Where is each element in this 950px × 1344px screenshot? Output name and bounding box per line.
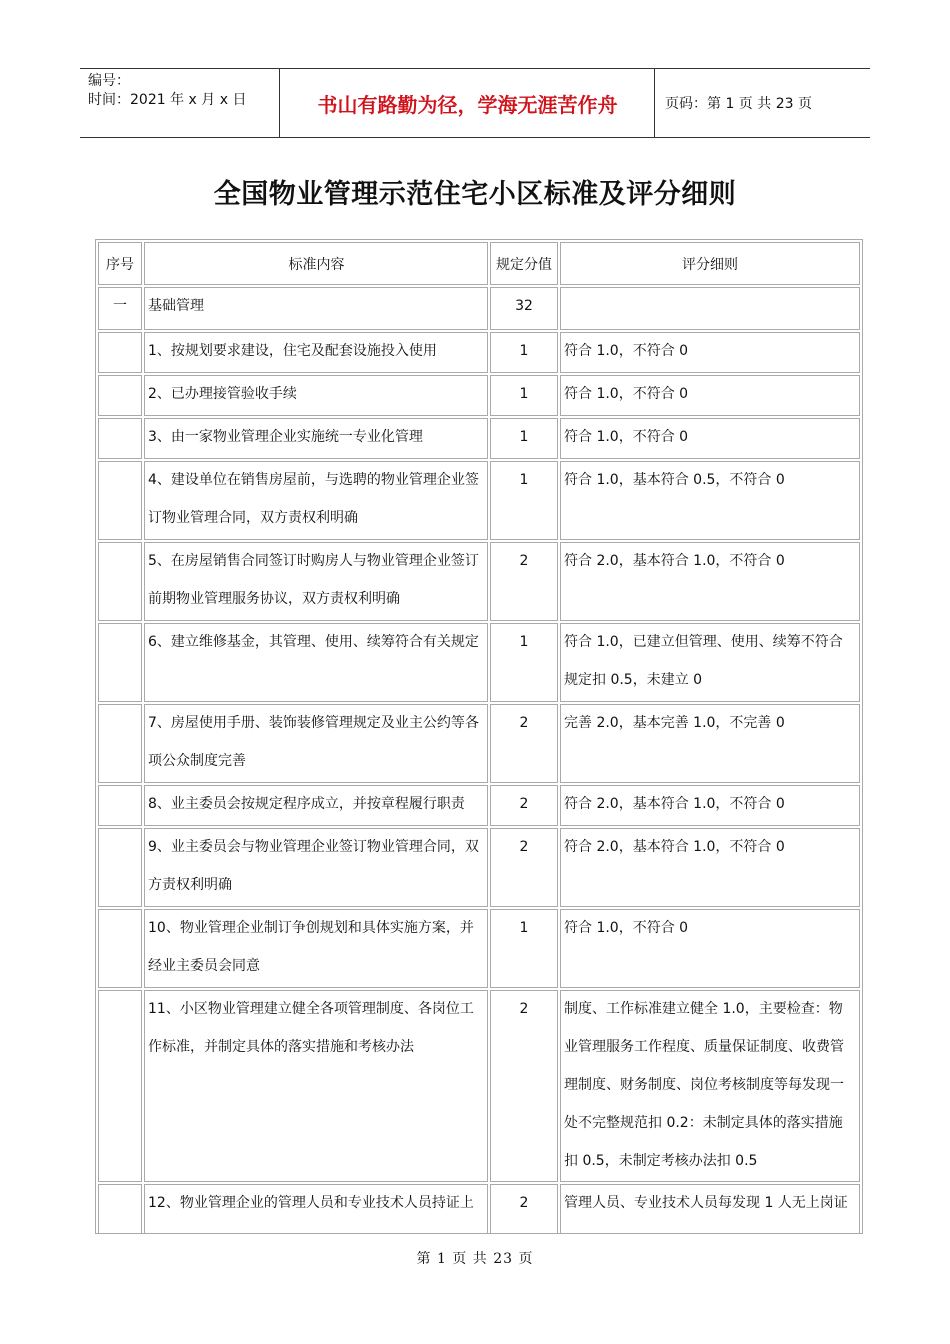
row-score-text: 2 bbox=[519, 1001, 529, 1017]
row-score bbox=[490, 909, 558, 988]
row-detail-text: 符合 1.0，不符合 0 bbox=[564, 429, 689, 445]
row-content-text: 基础管理 bbox=[148, 298, 204, 314]
header-slogan: 书山有路勤为径，学海无涯苦作舟 bbox=[281, 69, 655, 137]
table-header-row bbox=[98, 242, 860, 285]
row-number bbox=[98, 287, 142, 330]
header-meta bbox=[80, 69, 280, 137]
row-score-text: 32 bbox=[515, 298, 533, 314]
row-detail-text: 制度、工作标准建立健全 1.0，主要检查：物业管理服务工作程度、质量保证制度、收费管理制度、财务制度、岗位考核制度等每发现一处不完整规范扣 0.2：未制定具体的落实措施扣 0.5，未制定考核办法扣 0.5 bbox=[564, 1001, 844, 1169]
row-score-text: 2 bbox=[519, 796, 529, 812]
row-detail-text: 符合 1.0，基本符合 0.5，不符合 0 bbox=[564, 472, 785, 488]
row-score bbox=[490, 375, 558, 416]
row-content bbox=[144, 287, 488, 330]
row-content-text: 4、建设单位在销售房屋前，与选聘的物业管理企业签订物业管理合同，双方责权利明确 bbox=[148, 472, 479, 526]
row-detail bbox=[560, 418, 860, 459]
row-detail-text: 管理人员、专业技术人员每发现 1 人无上岗证 bbox=[564, 1195, 848, 1211]
scoring-table bbox=[95, 239, 863, 1234]
row-content bbox=[144, 461, 488, 540]
row-number-text: 一 bbox=[113, 298, 127, 314]
row-score-text: 1 bbox=[519, 429, 529, 445]
row-content-text: 8、业主委员会按规定程序成立，并按章程履行职责 bbox=[148, 796, 465, 812]
table-row bbox=[98, 332, 860, 373]
row-content-text: 6、建立维修基金，其管理、使用、续筹符合有关规定 bbox=[148, 634, 479, 650]
row-detail-text: 符合 2.0，基本符合 1.0，不符合 0 bbox=[564, 839, 785, 855]
row-content bbox=[144, 332, 488, 373]
row-content-text: 7、房屋使用手册、装饰装修管理规定及业主公约等各项公众制度完善 bbox=[148, 715, 479, 769]
row-detail bbox=[560, 542, 860, 621]
row-score-text: 2 bbox=[519, 553, 529, 569]
row-number bbox=[98, 990, 142, 1182]
table-row bbox=[98, 990, 860, 1182]
row-detail-text: 符合 2.0，基本符合 1.0，不符合 0 bbox=[564, 796, 785, 812]
table-row bbox=[98, 461, 860, 540]
row-detail-text: 符合 1.0，已建立但管理、使用、续筹不符合规定扣 0.5，未建立 0 bbox=[564, 634, 843, 688]
table-row bbox=[98, 1184, 860, 1234]
row-detail bbox=[560, 785, 860, 826]
row-number bbox=[98, 704, 142, 783]
row-number bbox=[98, 542, 142, 621]
page-footer: 第 1 页 共 23 页 bbox=[416, 1251, 534, 1267]
row-number bbox=[98, 828, 142, 907]
row-score-text: 1 bbox=[519, 386, 529, 402]
column-header-score: 规定分值 bbox=[490, 242, 558, 285]
header-page-info: 页码：第 1 页 共 23 页 bbox=[665, 96, 812, 112]
row-detail-text: 符合 1.0，不符合 0 bbox=[564, 386, 689, 402]
row-detail-text: 符合 1.0，不符合 0 bbox=[564, 343, 689, 359]
row-score bbox=[490, 542, 558, 621]
row-content bbox=[144, 623, 488, 702]
row-content-text: 3、由一家物业管理企业实施统一专业化管理 bbox=[148, 429, 423, 445]
row-score bbox=[490, 1184, 558, 1234]
row-content-text: 10、物业管理企业制订争创规划和具体实施方案，并经业主委员会同意 bbox=[148, 920, 474, 974]
column-header-detail: 评分细则 bbox=[560, 242, 860, 285]
row-content-text: 12、物业管理企业的管理人员和专业技术人员持证上 bbox=[148, 1195, 474, 1211]
row-score bbox=[490, 287, 558, 330]
row-content-text: 9、业主委员会与物业管理企业签订物业管理合同，双方责权利明确 bbox=[148, 839, 479, 893]
row-score-text: 2 bbox=[519, 715, 529, 731]
row-content bbox=[144, 375, 488, 416]
row-content bbox=[144, 909, 488, 988]
row-detail bbox=[560, 1184, 860, 1234]
document-title: 全国物业管理示范住宅小区标准及评分细则 bbox=[213, 179, 737, 210]
table-row bbox=[98, 909, 860, 988]
row-number bbox=[98, 785, 142, 826]
row-score-text: 2 bbox=[519, 1195, 529, 1211]
row-detail bbox=[560, 623, 860, 702]
row-content-text: 1、按规划要求建设，住宅及配套设施投入使用 bbox=[148, 343, 437, 359]
row-content bbox=[144, 828, 488, 907]
row-detail bbox=[560, 704, 860, 783]
header-number-label: 编号： bbox=[88, 73, 130, 89]
table-row bbox=[98, 623, 860, 702]
row-content bbox=[144, 785, 488, 826]
table-row bbox=[98, 785, 860, 826]
row-score bbox=[490, 704, 558, 783]
row-score bbox=[490, 785, 558, 826]
row-detail bbox=[560, 332, 860, 373]
row-content-text: 5、在房屋销售合同签订时购房人与物业管理企业签订前期物业管理服务协议，双方责权利明确 bbox=[148, 553, 479, 607]
row-number bbox=[98, 418, 142, 459]
page-header bbox=[80, 68, 870, 138]
row-score bbox=[490, 418, 558, 459]
row-number bbox=[98, 375, 142, 416]
column-header-content: 标准内容 bbox=[144, 242, 488, 285]
row-detail-text: 符合 2.0，基本符合 1.0，不符合 0 bbox=[564, 553, 785, 569]
row-number bbox=[98, 332, 142, 373]
row-content-text: 2、已办理接管验收手续 bbox=[148, 386, 297, 402]
row-content bbox=[144, 704, 488, 783]
row-detail bbox=[560, 828, 860, 907]
row-number bbox=[98, 1184, 142, 1234]
row-score bbox=[490, 990, 558, 1182]
row-detail bbox=[560, 909, 860, 988]
row-content-text: 11、小区物业管理建立健全各项管理制度、各岗位工作标准，并制定具体的落实措施和考核办法 bbox=[148, 1001, 474, 1055]
table-row bbox=[98, 375, 860, 416]
row-score-text: 1 bbox=[519, 920, 529, 936]
row-score bbox=[490, 623, 558, 702]
row-content bbox=[144, 1184, 488, 1234]
table-row bbox=[98, 287, 860, 330]
row-score bbox=[490, 828, 558, 907]
row-score-text: 2 bbox=[519, 839, 529, 855]
row-number bbox=[98, 623, 142, 702]
table-row bbox=[98, 704, 860, 783]
row-detail bbox=[560, 461, 860, 540]
row-detail bbox=[560, 990, 860, 1182]
row-detail-text: 完善 2.0，基本完善 1.0，不完善 0 bbox=[564, 715, 785, 731]
row-content bbox=[144, 418, 488, 459]
row-number bbox=[98, 461, 142, 540]
table-row bbox=[98, 542, 860, 621]
row-score-text: 1 bbox=[519, 472, 529, 488]
row-content bbox=[144, 990, 488, 1182]
row-number bbox=[98, 909, 142, 988]
header-time-label: 时间：2021 年 x 月 x 日 bbox=[88, 92, 247, 108]
row-score-text: 1 bbox=[519, 634, 529, 650]
row-detail bbox=[560, 287, 860, 330]
table-row bbox=[98, 418, 860, 459]
table-row bbox=[98, 828, 860, 907]
row-detail bbox=[560, 375, 860, 416]
row-score bbox=[490, 461, 558, 540]
row-content bbox=[144, 542, 488, 621]
row-score-text: 1 bbox=[519, 343, 529, 359]
row-score bbox=[490, 332, 558, 373]
row-detail-text: 符合 1.0，不符合 0 bbox=[564, 920, 689, 936]
column-header-no: 序号 bbox=[98, 242, 142, 285]
